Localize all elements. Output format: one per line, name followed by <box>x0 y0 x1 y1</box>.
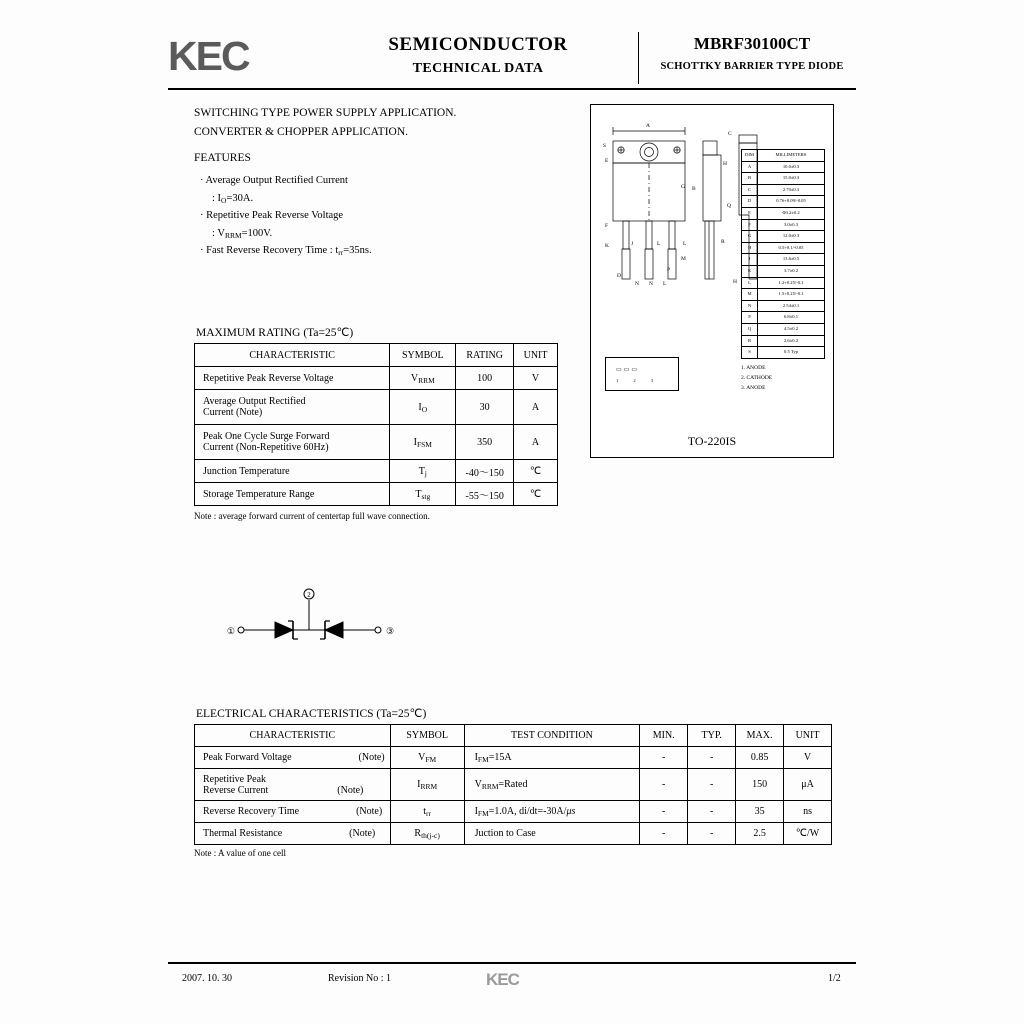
dim-key: F <box>742 219 758 231</box>
cell-characteristic <box>195 823 391 845</box>
dim-key: D <box>742 196 758 208</box>
table-row <box>195 769 832 801</box>
application-text <box>194 104 594 142</box>
dimension-row <box>742 231 825 243</box>
cell-max: 2.5 <box>736 823 784 845</box>
dim-key: B <box>742 173 758 185</box>
feature-item: · Fast Reverse Recovery Time : $t_{rr}=35ns$. <box>200 245 372 257</box>
page-footer <box>168 970 856 990</box>
table-row <box>195 367 558 390</box>
cell-unit: V <box>784 747 832 769</box>
cell-min: - <box>640 801 688 823</box>
pin-1-label: ① <box>226 626 235 636</box>
svg-text:N: N <box>635 281 639 287</box>
dim-value: 1.2+0.25/-0.1 <box>758 277 825 289</box>
footer-date: 2007. 10. 30 <box>182 973 232 984</box>
svg-text:P: P <box>667 267 671 273</box>
table-row <box>195 425 558 460</box>
svg-text:S: S <box>603 143 607 149</box>
svg-text:K: K <box>605 243 609 249</box>
electrical-characteristics-table <box>194 724 832 845</box>
cell-max: 0.85 <box>736 747 784 769</box>
dimension-row <box>742 207 825 219</box>
features-list <box>200 172 560 260</box>
dim-key: E <box>742 207 758 219</box>
dim-key: N <box>742 300 758 312</box>
cell-symbol: $T_j$ <box>390 460 456 483</box>
header-title: SEMICONDUCTOR <box>388 34 568 55</box>
cell-symbol: $I_O$ <box>390 390 456 425</box>
dimension-row <box>742 312 825 324</box>
footer-logo: KEC <box>486 970 519 989</box>
dimension-row <box>742 242 825 254</box>
cell-line-2 <box>203 785 390 796</box>
svg-text:H: H <box>733 279 737 285</box>
dimension-row <box>742 277 825 289</box>
dimension-row <box>742 347 825 359</box>
dim-value: 2.70±0.3 <box>758 184 825 196</box>
cell-rating: -40～150 <box>456 460 514 483</box>
dimension-row <box>742 254 825 266</box>
dimension-row <box>742 335 825 347</box>
svg-text:B: B <box>692 186 696 192</box>
table-row <box>195 460 558 483</box>
column-header: MIN. <box>640 725 688 747</box>
svg-text:L: L <box>657 241 661 247</box>
dim-value: 13.6±0.5 <box>758 254 825 266</box>
dim-key: S <box>742 347 758 359</box>
cell-characteristic <box>195 769 391 801</box>
schematic-symbol <box>215 575 435 655</box>
column-header: SYMBOL <box>390 344 456 367</box>
dim-value: 0.76+0.09/-0.05 <box>758 196 825 208</box>
svg-text:D: D <box>617 273 621 279</box>
cell-note: (Note) <box>349 828 376 839</box>
page-header <box>168 34 856 88</box>
cell-characteristic <box>195 801 391 823</box>
electrical-characteristics-title: ELECTRICAL CHARACTERISTICS (Ta=25℃) <box>196 708 427 720</box>
svg-text:M: M <box>681 256 686 262</box>
dim-value: 0.5+0.1/-0.05 <box>758 242 825 254</box>
cell-note: (Note) <box>358 752 385 763</box>
feature-item-sub: : $V_{RRM}=100V$. <box>212 227 273 240</box>
header-right <box>648 34 856 72</box>
dimension-row <box>742 196 825 208</box>
cell-note: (Note) <box>337 784 364 796</box>
cell-characteristic: Repetitive Peak Reverse Voltage <box>195 367 390 390</box>
column-header: CHARACTERISTIC <box>195 344 390 367</box>
svg-text:G: G <box>681 184 685 190</box>
svg-text:J: J <box>631 241 634 247</box>
header-rule <box>168 88 856 90</box>
footer-page-number: 1/2 <box>828 973 841 984</box>
maximum-rating-title: MAXIMUM RATING (Ta=25℃) <box>196 327 354 339</box>
pin-legend-item: 1. ANODE <box>741 365 766 371</box>
dimension-row <box>742 219 825 231</box>
cell-characteristic <box>195 390 390 425</box>
maximum-rating-note: Note : average forward current of centertap full wave connection. <box>194 511 430 521</box>
cell-text: Peak Forward Voltage <box>203 752 292 763</box>
dimension-row <box>742 184 825 196</box>
cell-unit: A <box>514 425 558 460</box>
dimension-table <box>741 149 825 359</box>
header-center <box>328 34 628 77</box>
cell-unit: A <box>514 390 558 425</box>
dim-value: 3.7±0.2 <box>758 265 825 277</box>
column-header: TEST CONDITION <box>464 725 640 747</box>
dimension-row <box>742 289 825 301</box>
cell-symbol: $t_{rr}$ <box>390 801 464 823</box>
cell-symbol: $V_{RRM}$ <box>390 367 456 390</box>
dim-value: 2.6±0.2 <box>758 335 825 347</box>
pin-legend-item: 2. CATHODE <box>741 375 773 381</box>
cell-unit: ℃ <box>514 460 558 483</box>
dim-key: R <box>742 335 758 347</box>
svg-text:N: N <box>649 281 653 287</box>
cell-characteristic: Storage Temperature Range <box>195 483 390 506</box>
cell-text: Thermal Resistance <box>203 828 283 839</box>
dim-value: 2.54±0.1 <box>758 300 825 312</box>
table-row <box>195 823 832 845</box>
dim-key: G <box>742 231 758 243</box>
part-number: MBRF30100CT <box>693 34 811 53</box>
dim-key: Q <box>742 323 758 335</box>
dimension-row <box>742 323 825 335</box>
cell-unit: V <box>514 367 558 390</box>
table-header-row <box>195 344 558 367</box>
pin-legend-item: 3. ANODE <box>741 385 766 391</box>
cell-symbol: $T_{stg}$ <box>390 483 456 506</box>
dim-value: Φ3.2±0.2 <box>758 207 825 219</box>
svg-text:H: H <box>723 161 727 167</box>
column-header: UNIT <box>514 344 558 367</box>
feature-item-sub: : $I_O=30A$. <box>212 192 254 205</box>
dim-col-header: MILLIMETERS <box>758 150 825 162</box>
cell-min: - <box>640 769 688 801</box>
dim-value: 0.5 Typ <box>758 347 825 359</box>
cell-line-1: Peak One Cycle Surge Forward <box>203 431 330 442</box>
cell-rating: 30 <box>456 390 514 425</box>
table-header-row <box>195 725 832 747</box>
cell-symbol: $I_{FSM}$ <box>390 425 456 460</box>
cell-typ: - <box>688 801 736 823</box>
svg-text:L: L <box>663 281 667 287</box>
cell-line-2: Current (Note) <box>203 407 263 418</box>
application-line-1: SWITCHING TYPE POWER SUPPLY APPLICATION. <box>194 107 457 119</box>
cell-rating: 350 <box>456 425 514 460</box>
cell-line-1: Average Output Rectified <box>203 396 306 407</box>
cell-characteristic <box>195 747 391 769</box>
cell-min: - <box>640 747 688 769</box>
cell-max: 150 <box>736 769 784 801</box>
cell-condition: $V_{RRM}=Rated$ <box>464 769 640 801</box>
table-row <box>195 801 832 823</box>
header-subtitle: TECHNICAL DATA <box>412 61 544 76</box>
svg-text:E: E <box>605 158 609 164</box>
pin-pads: ▭▭▭ <box>616 367 640 373</box>
dim-value: 6.8±0.1 <box>758 312 825 324</box>
part-description: SCHOTTKY BARRIER TYPE DIODE <box>660 61 844 72</box>
cell-rating: -55～150 <box>456 483 514 506</box>
cell-text: Reverse Recovery Time <box>203 806 300 817</box>
cell-line-1: Repetitive Peak <box>203 773 267 785</box>
feature-item: · Average Output Rectified Current <box>200 175 348 186</box>
pin-2-label: 2 <box>307 591 311 599</box>
column-header: UNIT <box>784 725 832 747</box>
cell-max: 35 <box>736 801 784 823</box>
dim-key: J <box>742 254 758 266</box>
cell-typ: - <box>688 747 736 769</box>
pin-legend <box>741 363 772 393</box>
dimension-row <box>742 300 825 312</box>
maximum-rating-table <box>194 343 558 506</box>
pin-3-label: ③ <box>385 626 395 636</box>
dim-col-header: DIM <box>742 150 758 162</box>
cell-symbol: $V_{FM}$ <box>390 747 464 769</box>
dim-key: A <box>742 161 758 173</box>
cell-typ: - <box>688 769 736 801</box>
dimension-header-row <box>742 150 825 162</box>
cell-condition: $I_{FM}=1.0A$, di/dt=-30A/μs <box>464 801 640 823</box>
column-header: TYP. <box>688 725 736 747</box>
cell-characteristic <box>195 425 390 460</box>
svg-text:Q: Q <box>727 203 731 209</box>
table-row <box>195 747 832 769</box>
dim-key: M <box>742 289 758 301</box>
dim-value: 3.0±0.3 <box>758 219 825 231</box>
dim-key: C <box>742 184 758 196</box>
column-header: SYMBOL <box>390 725 464 747</box>
cell-characteristic: Junction Temperature <box>195 460 390 483</box>
cell-text: Reverse Current <box>203 784 269 796</box>
electrical-note: Note : A value of one cell <box>194 848 286 858</box>
features-heading: FEATURES <box>194 152 251 164</box>
cell-symbol: $R_{th(j-c)}$ <box>390 823 464 845</box>
table-row <box>195 390 558 425</box>
cell-note: (Note) <box>356 806 383 817</box>
dimension-row <box>742 265 825 277</box>
dimension-row <box>742 161 825 173</box>
svg-text:F: F <box>605 223 609 229</box>
cell-unit: μA <box>784 769 832 801</box>
cell-line-2: Current (Non-Repetitive 60Hz) <box>203 442 329 453</box>
dim-value: 12.0±0.3 <box>758 231 825 243</box>
column-header: CHARACTERISTIC <box>195 725 391 747</box>
cell-min: - <box>640 823 688 845</box>
cell-condition: $I_{FM}=15A$ <box>464 747 640 769</box>
dim-key: P <box>742 312 758 324</box>
column-header: MAX. <box>736 725 784 747</box>
package-label: TO-220IS <box>687 434 737 448</box>
dim-value: 4.5±0.2 <box>758 323 825 335</box>
cell-rating: 100 <box>456 367 514 390</box>
package-outline-box <box>590 104 834 458</box>
dim-key: H <box>742 242 758 254</box>
footer-revision: Revision No : 1 <box>328 973 392 984</box>
dimension-row <box>742 173 825 185</box>
footer-rule <box>168 962 856 964</box>
pin-view-box <box>605 357 679 391</box>
column-header: RATING <box>456 344 514 367</box>
dim-value: 1.5+0.25/-0.1 <box>758 289 825 301</box>
feature-item: · Repetitive Peak Reverse Voltage <box>200 210 344 221</box>
dim-key: L <box>742 277 758 289</box>
cell-unit: ℃ <box>514 483 558 506</box>
table-row <box>195 483 558 506</box>
cell-unit: ns <box>784 801 832 823</box>
svg-text:L: L <box>683 241 687 247</box>
cell-unit: ℃/W <box>784 823 832 845</box>
cell-condition: Juction to Case <box>464 823 640 845</box>
header-divider <box>638 32 639 84</box>
cell-symbol: $I_{RRM}$ <box>390 769 464 801</box>
svg-text:A: A <box>646 123 650 129</box>
dim-key: K <box>742 265 758 277</box>
application-line-2: CONVERTER & CHOPPER APPLICATION. <box>194 126 409 138</box>
svg-text:R: R <box>721 239 725 245</box>
dim-value: 10.0±0.3 <box>758 161 825 173</box>
svg-text:C: C <box>728 131 732 137</box>
pin-numbers: 1 2 3 <box>616 378 660 383</box>
kec-logo: KEC <box>168 33 249 79</box>
dim-value: 15.0±0.3 <box>758 173 825 185</box>
cell-typ: - <box>688 823 736 845</box>
